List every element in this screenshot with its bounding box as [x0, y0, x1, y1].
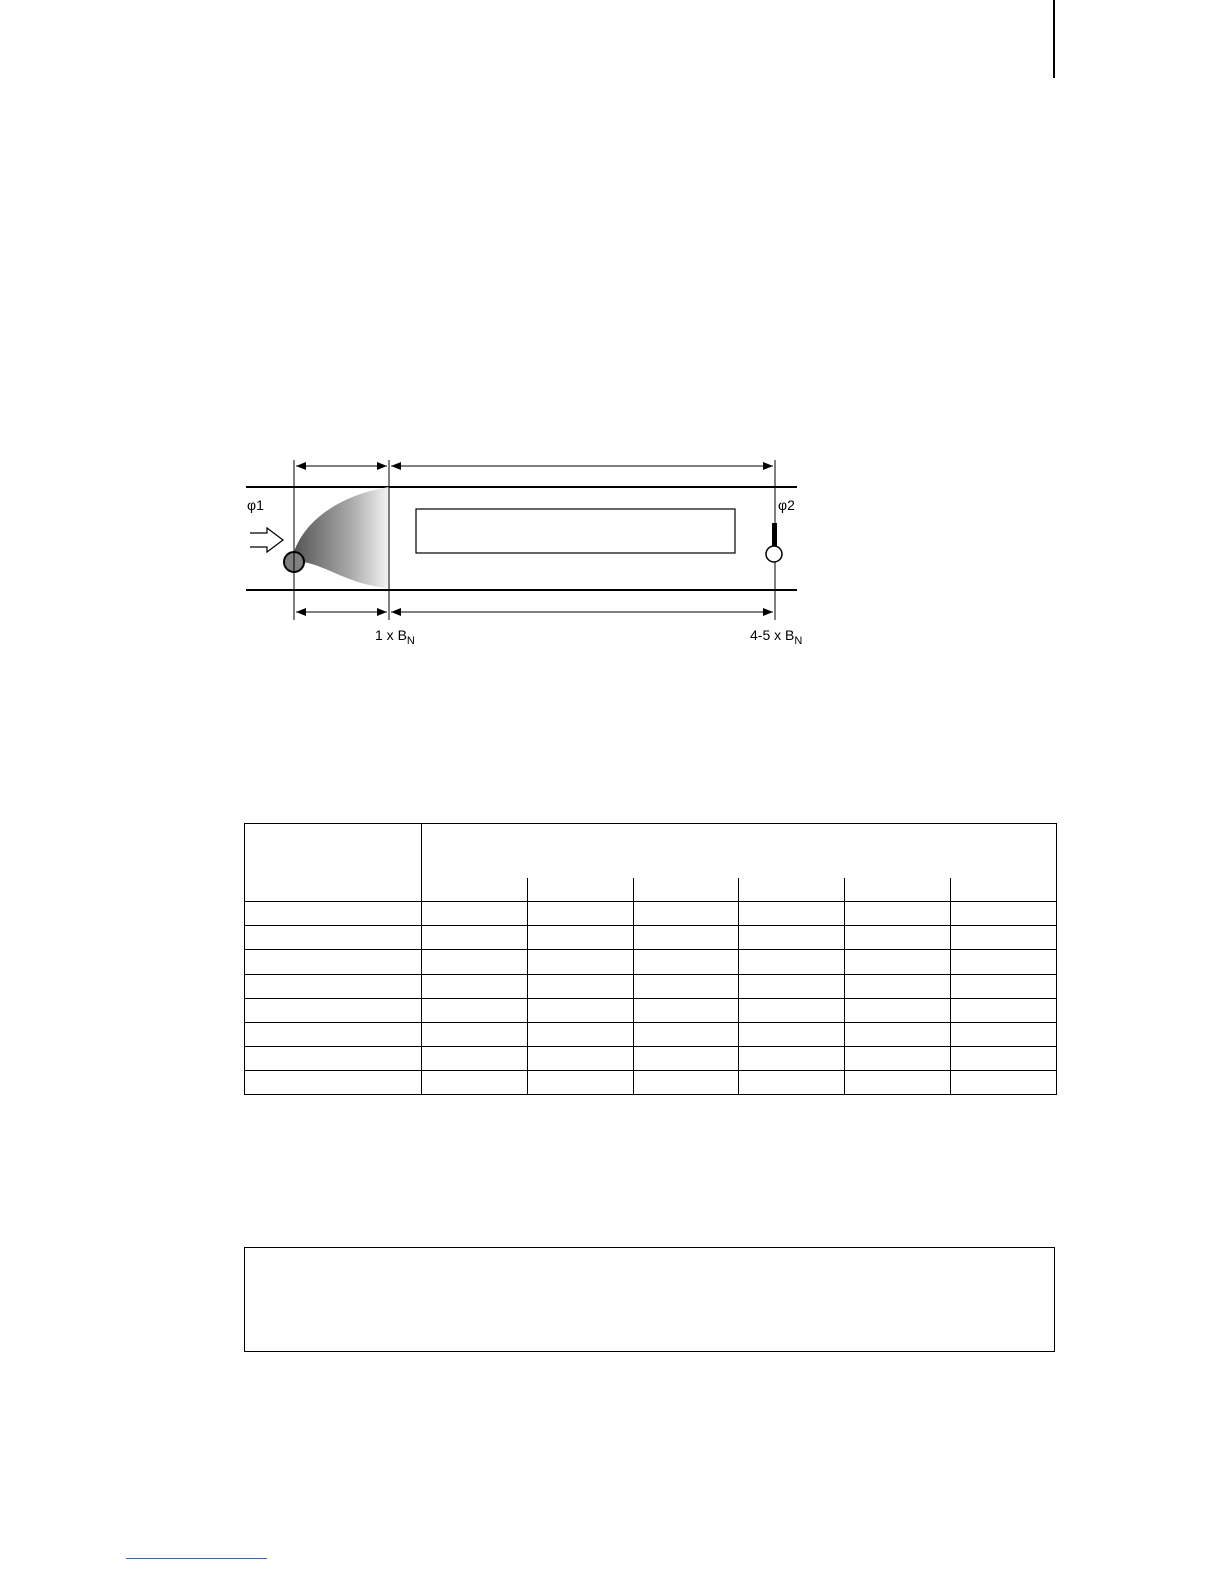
table-row	[245, 1046, 1057, 1070]
sensor-2-label: φ2	[778, 497, 795, 513]
note-box	[244, 1247, 1055, 1352]
table-header-row	[245, 824, 1057, 878]
airflow-arrow-icon	[250, 528, 283, 552]
table-row	[245, 974, 1057, 998]
footer-link-line[interactable]	[126, 1558, 267, 1559]
table-header-cell	[422, 824, 1057, 878]
duct-diagram	[0, 0, 1224, 700]
table-row	[245, 1070, 1057, 1094]
sensor-probe-icon	[772, 523, 777, 547]
sensor-1-label: φ1	[247, 497, 264, 513]
table-row	[245, 926, 1057, 950]
data-table	[244, 823, 1057, 1095]
table-row	[245, 950, 1057, 974]
table-row	[245, 998, 1057, 1022]
duct-insert	[416, 509, 735, 553]
sensor-2-icon	[766, 546, 782, 562]
table-row	[245, 902, 1057, 926]
table-row	[245, 1022, 1057, 1046]
spray-plume	[294, 487, 389, 588]
table-header-cell	[245, 824, 422, 902]
dimension-label-2: 4-5 x $B_N$	[750, 627, 803, 647]
dimension-label-1: 1 x $B_N$	[375, 627, 415, 647]
